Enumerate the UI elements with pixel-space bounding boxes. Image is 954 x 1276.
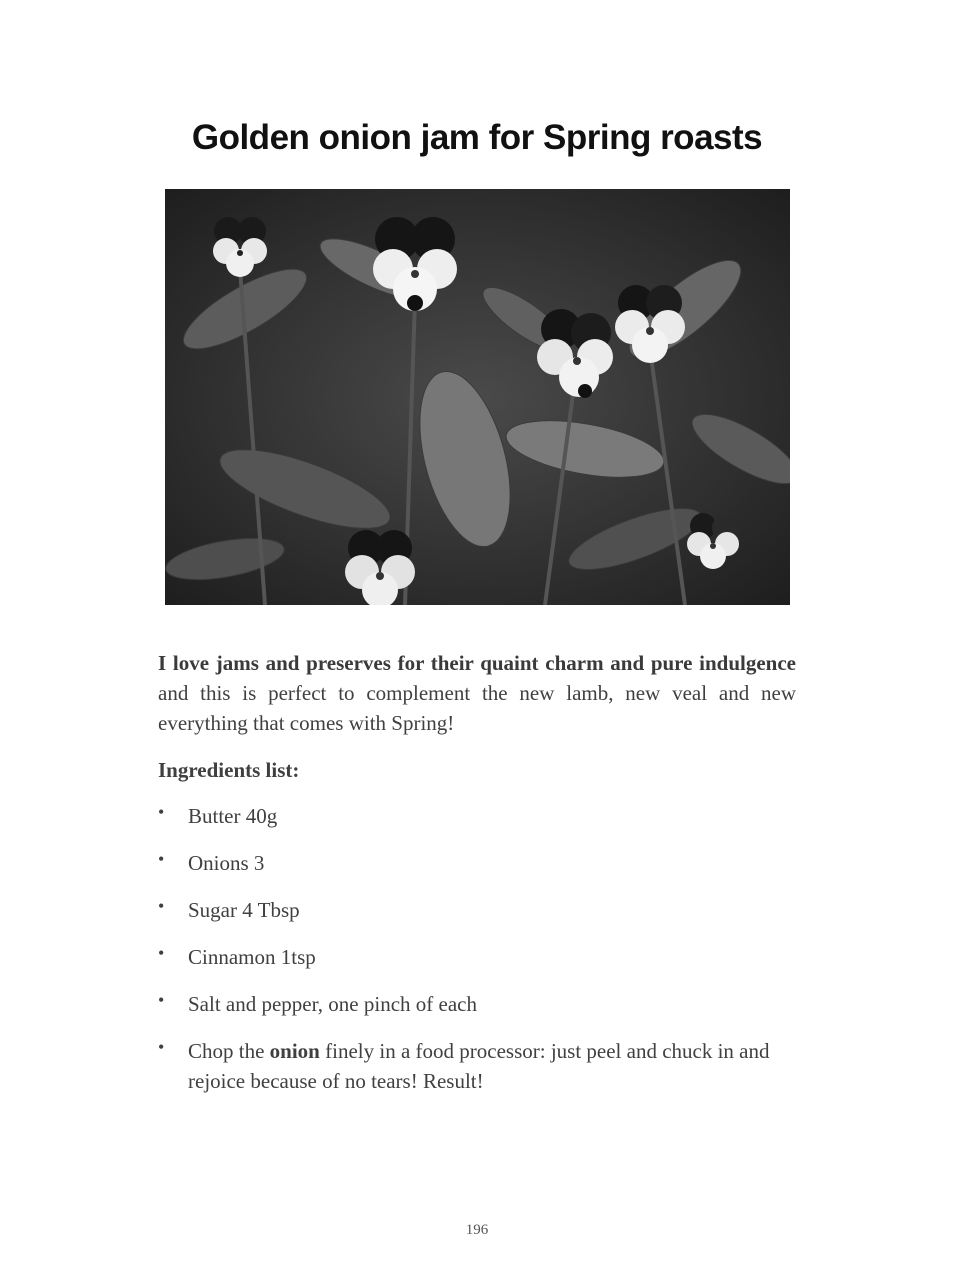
ingredient-text: Butter 40g <box>188 804 278 828</box>
recipe-content <box>158 648 796 1113</box>
ingredient-text: Sugar 4 Tbsp <box>188 898 300 922</box>
list-item <box>158 942 796 972</box>
list-item <box>158 1036 796 1096</box>
step-text <box>188 1039 770 1093</box>
list-item <box>158 895 796 925</box>
page-title: Golden onion jam for Spring roasts <box>191 118 763 157</box>
ingredient-text: Salt and pepper, one pinch of each <box>188 992 477 1016</box>
step-bold-word: onion <box>269 1039 320 1063</box>
list-item <box>158 989 796 1019</box>
bullet-icon: • <box>158 990 165 1010</box>
ingredients-heading: Ingredients list: <box>158 758 300 782</box>
step-text-before: Chop the <box>188 1039 270 1063</box>
list-item <box>158 801 796 831</box>
ingredient-text: Cinnamon 1tsp <box>188 945 316 969</box>
intro-paragraph <box>158 648 796 738</box>
bullet-icon: • <box>158 849 165 869</box>
intro-bold-text: I love jams and preserves for their quaint charm and pure indulgence <box>158 651 796 675</box>
flower-photo-illustration <box>165 189 790 605</box>
step-text-after: finely in a food processor: just peel and chuck in and rejoice because of no tears! Result! <box>188 1039 770 1093</box>
list-item <box>158 848 796 878</box>
ingredient-text: Onions 3 <box>188 851 265 875</box>
ingredient-list <box>158 801 796 1096</box>
bullet-icon: • <box>158 802 165 822</box>
intro-text: and this is perfect to complement the new lamb, new veal and new everything that comes with Spring! <box>158 681 796 735</box>
bullet-icon: • <box>158 943 165 963</box>
page-number: 196 <box>465 1222 489 1238</box>
bullet-icon: • <box>158 1037 165 1057</box>
flower-photo <box>165 189 790 605</box>
bullet-icon: • <box>158 896 165 916</box>
